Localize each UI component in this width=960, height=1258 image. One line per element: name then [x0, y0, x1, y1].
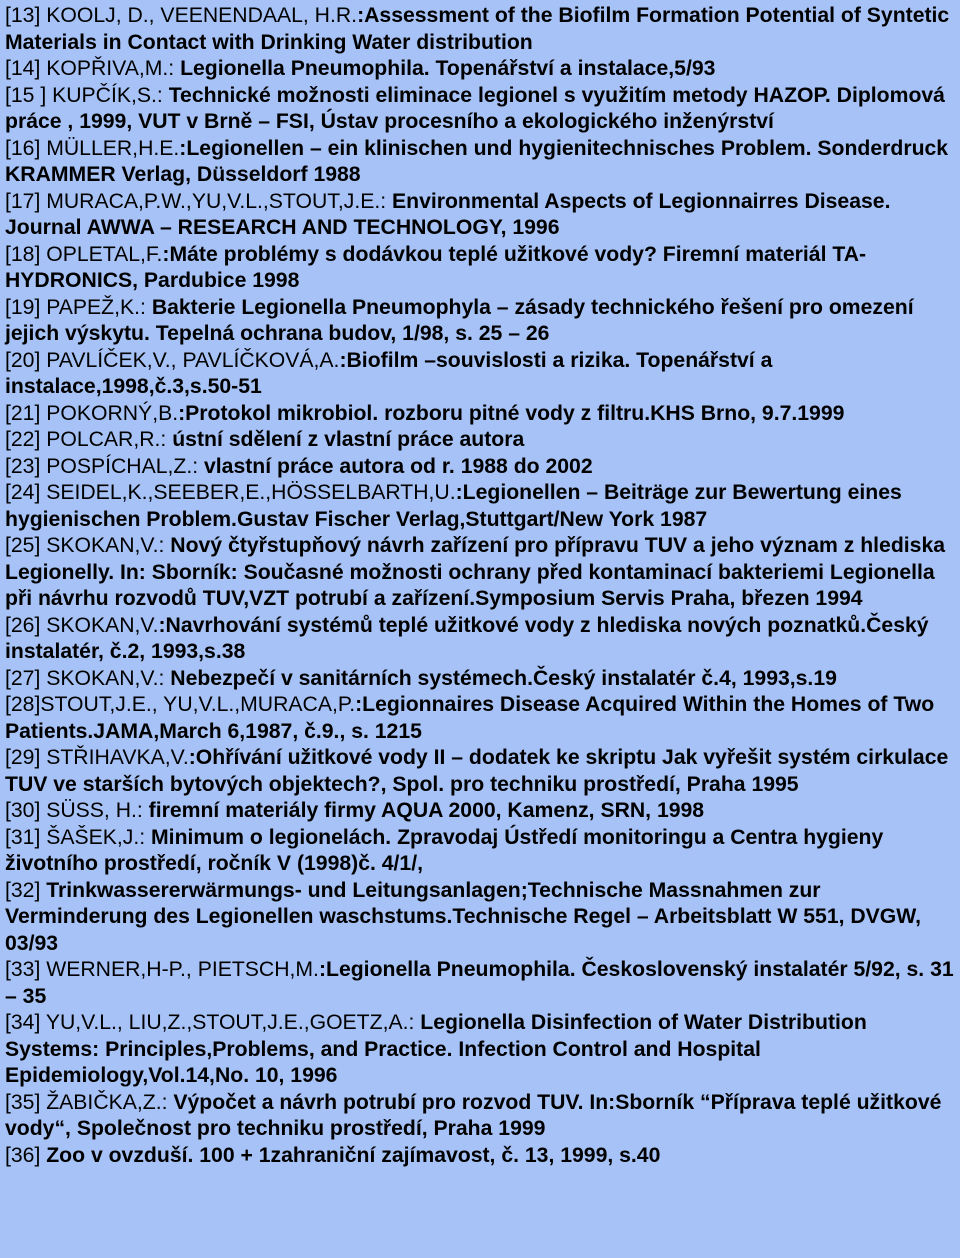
reference-number: [20]: [5, 348, 41, 372]
reference-item: [5, 613, 957, 666]
reference-text: :Legionella Pneumophila. Československý instalatér 5/92, s. 31 – 35: [5, 958, 954, 1008]
reference-item: [5, 3, 957, 56]
reference-number: [36]: [5, 1143, 41, 1167]
reference-text: :Protokol mikrobiol. rozboru pitné vody z filtru.KHS Brno, 9.7.1999: [178, 401, 845, 425]
reference-number: [29]: [5, 746, 41, 769]
reference-authors: ŽABIČKA,Z.:: [40, 1090, 174, 1114]
reference-text: Minimum o legionelách. Zpravodaj Ústředí monitoringu a Centra hygieny životního prostředí, ročník V (1998)č. 4/1/,: [5, 825, 884, 875]
reference-number: [17]: [5, 189, 41, 213]
reference-authors: SKOKAN,V.:: [40, 666, 171, 690]
reference-text: Nebezpečí v sanitárních systémech.Český instalatér č.4, 1993,s.19: [170, 666, 837, 690]
reference-number: [23]: [5, 454, 41, 478]
reference-text: :Máte problémy s dodávkou teplé užitkové vody? Firemní materiál TA-HYDRONICS, Pardubice 1998: [5, 242, 867, 292]
reference-authors: POLCAR,R.:: [40, 428, 173, 451]
reference-item: [5, 533, 957, 613]
reference-authors: POSPÍCHAL,Z.:: [40, 454, 204, 478]
reference-text: :Navrhování systémů teplé užitkové vody z hlediska nových poznatků.Český instalatér, č.2, 1993,s.38: [5, 613, 929, 663]
reference-item: [5, 242, 957, 295]
reference-text: :Legionnaires Disease Acquired Within the Homes of Two Patients.JAMA,March 6,1987, č.9., s. 1215: [5, 693, 935, 743]
reference-authors: KOPŘIVA,M.:: [40, 57, 181, 80]
reference-list: [5, 3, 957, 1169]
reference-authors: KOOLJ, D., VEENENDAAL, H.R.: [40, 4, 358, 27]
reference-authors: POKORNÝ,B.: [40, 401, 179, 425]
reference-item: [5, 878, 957, 958]
reference-text: :Legionellen – ein klinischen und hygienitechnisches Problem. Sonderdruck KRAMMER Verlag, Düsseldorf 1988: [5, 136, 949, 186]
reference-number: [13]: [5, 4, 41, 27]
reference-authors: KUPČÍK,S.:: [46, 83, 169, 107]
reference-item: [5, 745, 957, 798]
reference-number: [35]: [5, 1090, 41, 1114]
reference-text: Nový čtyřstupňový návrh zařízení pro přípravu TUV a jeho význam z hlediska Legionelly. In: Sborník: Současné možnosti ochrany před kontaminací bakteriemi Legionella při návrhu rozvodů TUV,VZT potrubí a zařízení.Symposium Servis Praha, březen 1994: [5, 534, 946, 610]
reference-item: [5, 692, 957, 745]
reference-authors: ŠAŠEK,J.:: [40, 825, 152, 849]
reference-text: Legionella Pneumophila. Topenářství a instalace,5/93: [180, 57, 716, 80]
reference-authors: OPLETAL,F.: [40, 242, 163, 266]
reference-number: [31]: [5, 825, 41, 849]
reference-number: [28]: [5, 693, 41, 716]
reference-text: :Biofilm –souvislosti a rizika. Topenářství a instalace,1998,č.3,s.50-51: [5, 348, 773, 398]
reference-authors: YU,V.L., LIU,Z.,STOUT,J.E.,GOETZ,A.:: [40, 1011, 421, 1034]
reference-number: [34]: [5, 1011, 41, 1034]
reference-number: [22]: [5, 428, 41, 451]
reference-text: Legionella Disinfection of Water Distribution Systems: Principles,Problems, and Practice. Infection Control and Hospital Epidemiology,Vol.14,No. 10, 1996: [5, 1011, 867, 1087]
reference-item: [5, 83, 957, 136]
reference-item: [5, 56, 957, 83]
reference-authors: WERNER,H-P., PIETSCH,M.: [40, 958, 319, 981]
reference-text: ústní sdělení z vlastní práce autora: [172, 428, 525, 451]
reference-item: [5, 480, 957, 533]
reference-number: [18]: [5, 242, 41, 266]
reference-number: [24]: [5, 481, 41, 504]
reference-number: [25]: [5, 534, 41, 557]
reference-text: :Legionellen – Beiträge zur Bewertung eines hygienischen Problem.Gustav Fischer Verlag,Stuttgart/New York 1987: [5, 481, 902, 531]
reference-authors: MURACA,P.W.,YU,V.L.,STOUT,J.E.:: [40, 189, 392, 213]
reference-number: [14]: [5, 57, 41, 80]
reference-number: [27]: [5, 666, 41, 690]
reference-number: [30]: [5, 799, 41, 822]
reference-authors: STŘIHAVKA,V.: [40, 746, 189, 769]
reference-number: [21]: [5, 401, 41, 425]
reference-text: vlastní práce autora od r. 1988 do 2002: [204, 454, 593, 478]
reference-item: [5, 295, 957, 348]
reference-text: Bakterie Legionella Pneumophyla – zásady technického řešení pro omezení jejich výskytu. Tepelná ochrana budov, 1/98, s. 25 – 26: [5, 295, 914, 345]
reference-authors: STOUT,J.E., YU,V.L.,MURACA,P.: [40, 693, 356, 716]
reference-authors: SKOKAN,V.: [40, 613, 159, 637]
reference-item: [5, 1090, 957, 1143]
reference-item: [5, 1010, 957, 1090]
reference-text: :Assessment of the Biofilm Formation Potential of Syntetic Materials in Contact with Drinking Water distribution: [5, 4, 950, 54]
reference-number: [19]: [5, 295, 41, 319]
reference-authors: MÜLLER,H.E.: [40, 136, 180, 160]
reference-number: [15 ]: [5, 83, 47, 107]
reference-number: [26]: [5, 613, 41, 637]
reference-item: [5, 136, 957, 189]
reference-item: [5, 454, 957, 481]
reference-item: [5, 427, 957, 454]
reference-item: [5, 825, 957, 878]
reference-text: Technické možnosti eliminace legionel s využitím metody HAZOP. Diplomová práce , 1999, VUT v Brně – FSI, Ústav procesního a ekologického inženýrství: [5, 83, 945, 133]
reference-item: [5, 401, 957, 428]
reference-authors: PAPEŽ,K.:: [40, 295, 152, 319]
reference-authors: PAVLÍČEK,V., PAVLÍČKOVÁ,A.: [40, 348, 340, 372]
reference-number: [33]: [5, 958, 41, 981]
reference-text: Zoo v ovzduší. 100 + 1zahraniční zajímavost, č. 13, 1999, s.40: [46, 1143, 661, 1167]
reference-item: [5, 798, 957, 825]
reference-text: firemní materiály firmy AQUA 2000, Kamenz, SRN, 1998: [148, 799, 705, 822]
reference-authors: SÜSS, H.:: [40, 799, 149, 822]
reference-authors: SKOKAN,V.:: [40, 534, 171, 557]
reference-item: [5, 189, 957, 242]
reference-number: [32]: [5, 878, 41, 902]
reference-text: :Ohřívání užitkové vody II – dodatek ke skriptu Jak vyřešit systém cirkulace TUV ve starších bytových objektech?, Spol. pro techniku prostředí, Praha 1995: [5, 746, 949, 796]
reference-item: [5, 348, 957, 401]
reference-text: Výpočet a návrh potrubí pro rozvod TUV. In:Sborník “Příprava teplé užitkové vody“, Společnost pro techniku prostředí, Praha 1999: [5, 1090, 942, 1140]
reference-text: Environmental Aspects of Legionnairres Disease. Journal AWWA – RESEARCH AND TECHNOLOGY, 1996: [5, 189, 891, 239]
reference-authors: SEIDEL,K.,SEEBER,E.,HÖSSELBARTH,U.: [40, 481, 456, 504]
reference-item: [5, 957, 957, 1010]
reference-number: [16]: [5, 136, 41, 160]
reference-item: [5, 666, 957, 693]
reference-text: Trinkwassererwärmungs- und Leitungsanlagen;Technische Massnahmen zur Verminderung des Legionellen waschstums.Technische Regel – Arbeitsblatt W 551, DVGW, 03/93: [5, 878, 922, 955]
reference-item: [5, 1143, 957, 1170]
